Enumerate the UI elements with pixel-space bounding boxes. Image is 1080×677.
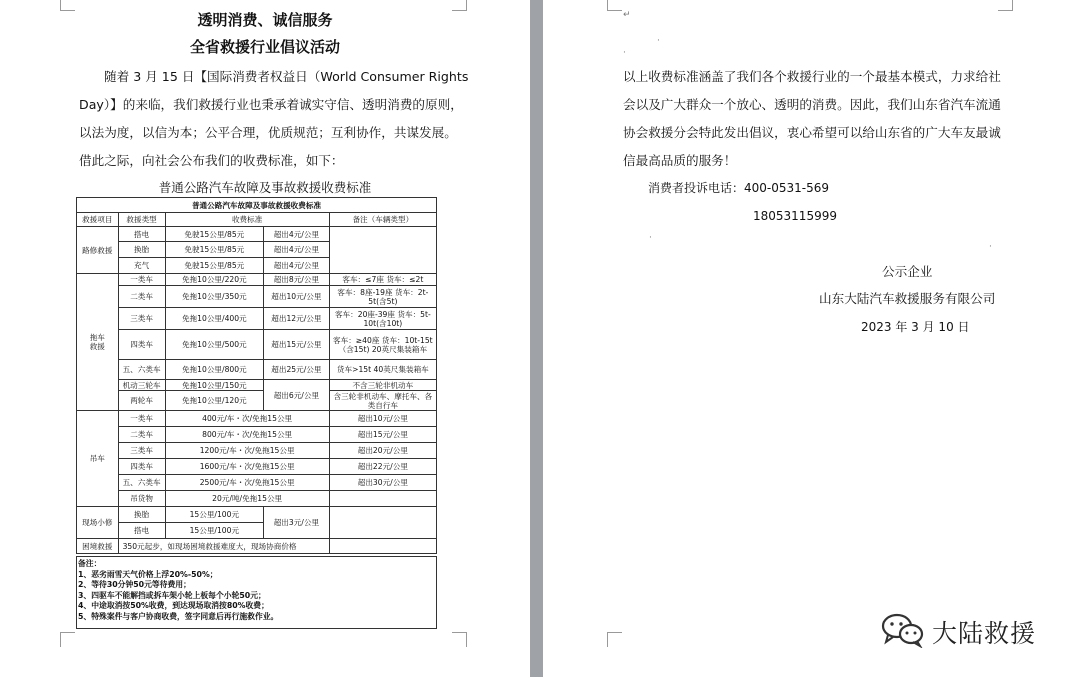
sign-label: 公示企业 xyxy=(882,264,933,279)
type-cell: 三类车 xyxy=(118,443,165,459)
fee-cell: 15公里/100元 xyxy=(165,523,263,539)
fee-cell: 800元/车・次/免拖15公里 xyxy=(165,427,329,443)
extra-cell: 超出4元/公里 xyxy=(264,242,330,258)
fee-cell: 免拖10公里/800元 xyxy=(165,360,263,380)
extra-cell: 超出10元/公里 xyxy=(329,411,436,427)
extra-cell: 超出25元/公里 xyxy=(264,360,330,380)
paragraph-mark: · xyxy=(989,242,992,252)
body-line: 协会救援分会特此发出倡议，衷心希望可以给山东省的广大车友最诚 xyxy=(623,125,1001,140)
fee-cell: 免驶15公里/85元 xyxy=(165,242,263,258)
note-cell xyxy=(329,507,436,539)
note-cell: 货车>15t 40英尺集装箱车 xyxy=(329,360,436,380)
type-cell: 四类车 xyxy=(118,330,165,360)
type-cell: 两轮车 xyxy=(118,391,165,411)
fee-cell: 免拖10公里/120元 xyxy=(165,391,263,411)
complaint-phone: 400-0531-569 xyxy=(744,181,830,195)
page-gap xyxy=(530,0,543,677)
fee-cell: 20元/吨/免拖15公里 xyxy=(165,491,329,507)
intro-line: 以法为度，以信为本；公平合理，优质规范；互利协作，共谋发展。 xyxy=(79,125,457,140)
fee-cell: 免拖10公里/400元 xyxy=(165,308,263,330)
complaint-label: 消费者投诉电话： xyxy=(648,181,745,195)
fee-cell: 免拖10公里/500元 xyxy=(165,330,263,360)
paragraph-mark: · xyxy=(649,233,652,243)
fee-cell: 免拖10公里/150元 xyxy=(165,380,263,391)
note-item: 3、四驱车不能解挡或拆车架小轮上板每个小轮50元； xyxy=(78,590,266,600)
note-cell: 含三轮非机动车、摩托车、各类自行车 xyxy=(329,391,436,411)
extra-cell: 超出15元/公里 xyxy=(329,427,436,443)
watermark-text: 大陆救援 xyxy=(932,619,1037,648)
note-cell xyxy=(329,539,436,554)
complaint-line xyxy=(648,174,829,202)
intro-line: Day）】的来临，我们救援行业也秉承着诚实守信、透明消费的原则， xyxy=(79,97,463,112)
extra-cell: 超出12元/公里 xyxy=(264,308,330,330)
type-cell: 搭电 xyxy=(118,523,165,539)
extra-cell: 超出20元/公里 xyxy=(329,443,436,459)
fee-cell: 免拖10公里/350元 xyxy=(165,286,263,308)
type-cell: 机动三轮车 xyxy=(118,380,165,391)
complaint-mobile: 18053115999 xyxy=(753,209,837,223)
body-line: 信最高品质的服务！ xyxy=(623,153,737,168)
wechat-icon xyxy=(880,612,926,652)
note-item: 4、中途取消按50%收费，到达现场取消按80%收费； xyxy=(78,601,269,610)
note-cell: 客车：≤7座 货车：≤2t xyxy=(329,274,436,286)
sign-date: 2023 年 3 月 10 日 xyxy=(861,320,970,334)
intro-line: 随着 3 月 15 日【国际消费者权益日（World Consumer Rights xyxy=(104,69,469,84)
extra-cell: 超出3元/公里 xyxy=(264,507,330,539)
type-cell: 二类车 xyxy=(118,427,165,443)
type-cell: 二类车 xyxy=(118,286,165,308)
category-cell: 困境救援 xyxy=(77,539,119,554)
fee-cell: 350元起步，如现场困境救援难度大，现场协商价格 xyxy=(118,539,329,554)
extra-cell xyxy=(329,491,436,507)
note-item: 2、等待30分钟50元等待费用； xyxy=(78,580,191,589)
extra-cell: 超出8元/公里 xyxy=(264,274,330,286)
fee-cell: 2500元/车・次/免拖15公里 xyxy=(165,475,329,491)
crop-mark xyxy=(60,632,75,647)
category-line: 救援 xyxy=(89,342,105,351)
note-cell: 客车：8座-19座 货车：2t-5t(含5t) xyxy=(329,286,436,308)
fee-cell: 400元/车・次/免拖15公里 xyxy=(165,411,329,427)
notes-heading: 备注： xyxy=(78,559,102,568)
note-cell: 客车：20座-39座 货车：5t-10t(含10t) xyxy=(329,308,436,330)
table-title: 普通公路汽车故障及事故救援收费标准 xyxy=(77,198,437,213)
fee-table xyxy=(76,197,437,554)
type-cell: 三类车 xyxy=(118,308,165,330)
fee-cell: 1600元/车・次/免拖15公里 xyxy=(165,459,329,475)
left-page xyxy=(0,0,530,677)
doc-subtitle: 全省救援行业倡议活动 xyxy=(189,38,340,56)
intro-line: 借此之际，向社会公布我们的收费标准，如下： xyxy=(79,153,344,168)
crop-mark xyxy=(998,0,1013,11)
fee-cell: 免拖10公里/220元 xyxy=(165,274,263,286)
header-cell: 救援项目 xyxy=(77,213,119,227)
type-cell: 一类车 xyxy=(118,411,165,427)
note-item: 1、恶劣雨雪天气价格上浮20%-50%； xyxy=(78,569,218,579)
extra-cell: 超出4元/公里 xyxy=(264,258,330,274)
extra-cell: 超出15元/公里 xyxy=(264,330,330,360)
notes xyxy=(78,559,278,622)
type-cell: 搭电 xyxy=(118,227,165,242)
category-cell: 路修救援 xyxy=(77,227,119,274)
paragraph-mark: · xyxy=(657,36,660,46)
table-caption: 普通公路汽车故障及事故救援收费标准 xyxy=(158,180,372,195)
crop-mark xyxy=(607,0,622,11)
type-cell: 换胎 xyxy=(118,242,165,258)
right-page xyxy=(543,0,1080,677)
type-cell: 换胎 xyxy=(118,507,165,523)
type-cell: 一类车 xyxy=(118,274,165,286)
extra-cell: 超出6元/公里 xyxy=(264,380,330,411)
extra-cell: 超出30元/公里 xyxy=(329,475,436,491)
crop-mark xyxy=(607,632,622,647)
company-name: 山东大陆汽车救援服务有限公司 xyxy=(819,291,996,306)
header-cell: 救援类型 xyxy=(118,213,165,227)
note-item: 5、特殊案件与客户协商收费，签字同意后再行施救作业。 xyxy=(78,611,279,621)
type-cell: 充气 xyxy=(118,258,165,274)
doc-title: 透明消费、诚信服务 xyxy=(197,11,333,29)
note-cell: 不含三轮非机动车 xyxy=(329,380,436,391)
category-cell: 现场小修 xyxy=(77,507,119,539)
type-cell: 五、六类车 xyxy=(118,360,165,380)
body-line: 以上收费标准涵盖了我们各个救援行业的一个最基本模式，力求给社 xyxy=(623,69,1001,84)
category-cell: 吊车 xyxy=(77,411,119,507)
paragraph-mark: ↵ xyxy=(623,10,631,20)
fee-cell: 免驶15公里/85元 xyxy=(165,227,263,242)
fee-cell: 15公里/100元 xyxy=(165,507,263,523)
extra-cell: 超出4元/公里 xyxy=(264,227,330,242)
paragraph-mark: · xyxy=(623,48,626,58)
category-cell xyxy=(77,274,119,411)
fee-cell: 免驶15公里/85元 xyxy=(165,258,263,274)
note-cell xyxy=(329,227,436,274)
type-cell: 吊货物 xyxy=(118,491,165,507)
body-line: 会以及广大群众一个放心、透明的消费。因此，我们山东省汽车流通 xyxy=(623,97,1001,112)
type-cell: 四类车 xyxy=(118,459,165,475)
type-cell: 五、六类车 xyxy=(118,475,165,491)
note-cell: 客车：≥40座 货车：10t-15t（含15t) 20英尺集装箱车 xyxy=(329,330,436,360)
extra-cell: 超出22元/公里 xyxy=(329,459,436,475)
extra-cell: 超出10元/公里 xyxy=(264,286,330,308)
watermark-logo xyxy=(880,612,1036,652)
header-cell: 备注（车辆类型） xyxy=(329,213,436,227)
header-cell: 收费标准 xyxy=(165,213,329,227)
fee-cell: 1200元/车・次/免拖15公里 xyxy=(165,443,329,459)
category-line: 拖车 xyxy=(89,333,105,342)
crop-mark xyxy=(452,632,467,647)
